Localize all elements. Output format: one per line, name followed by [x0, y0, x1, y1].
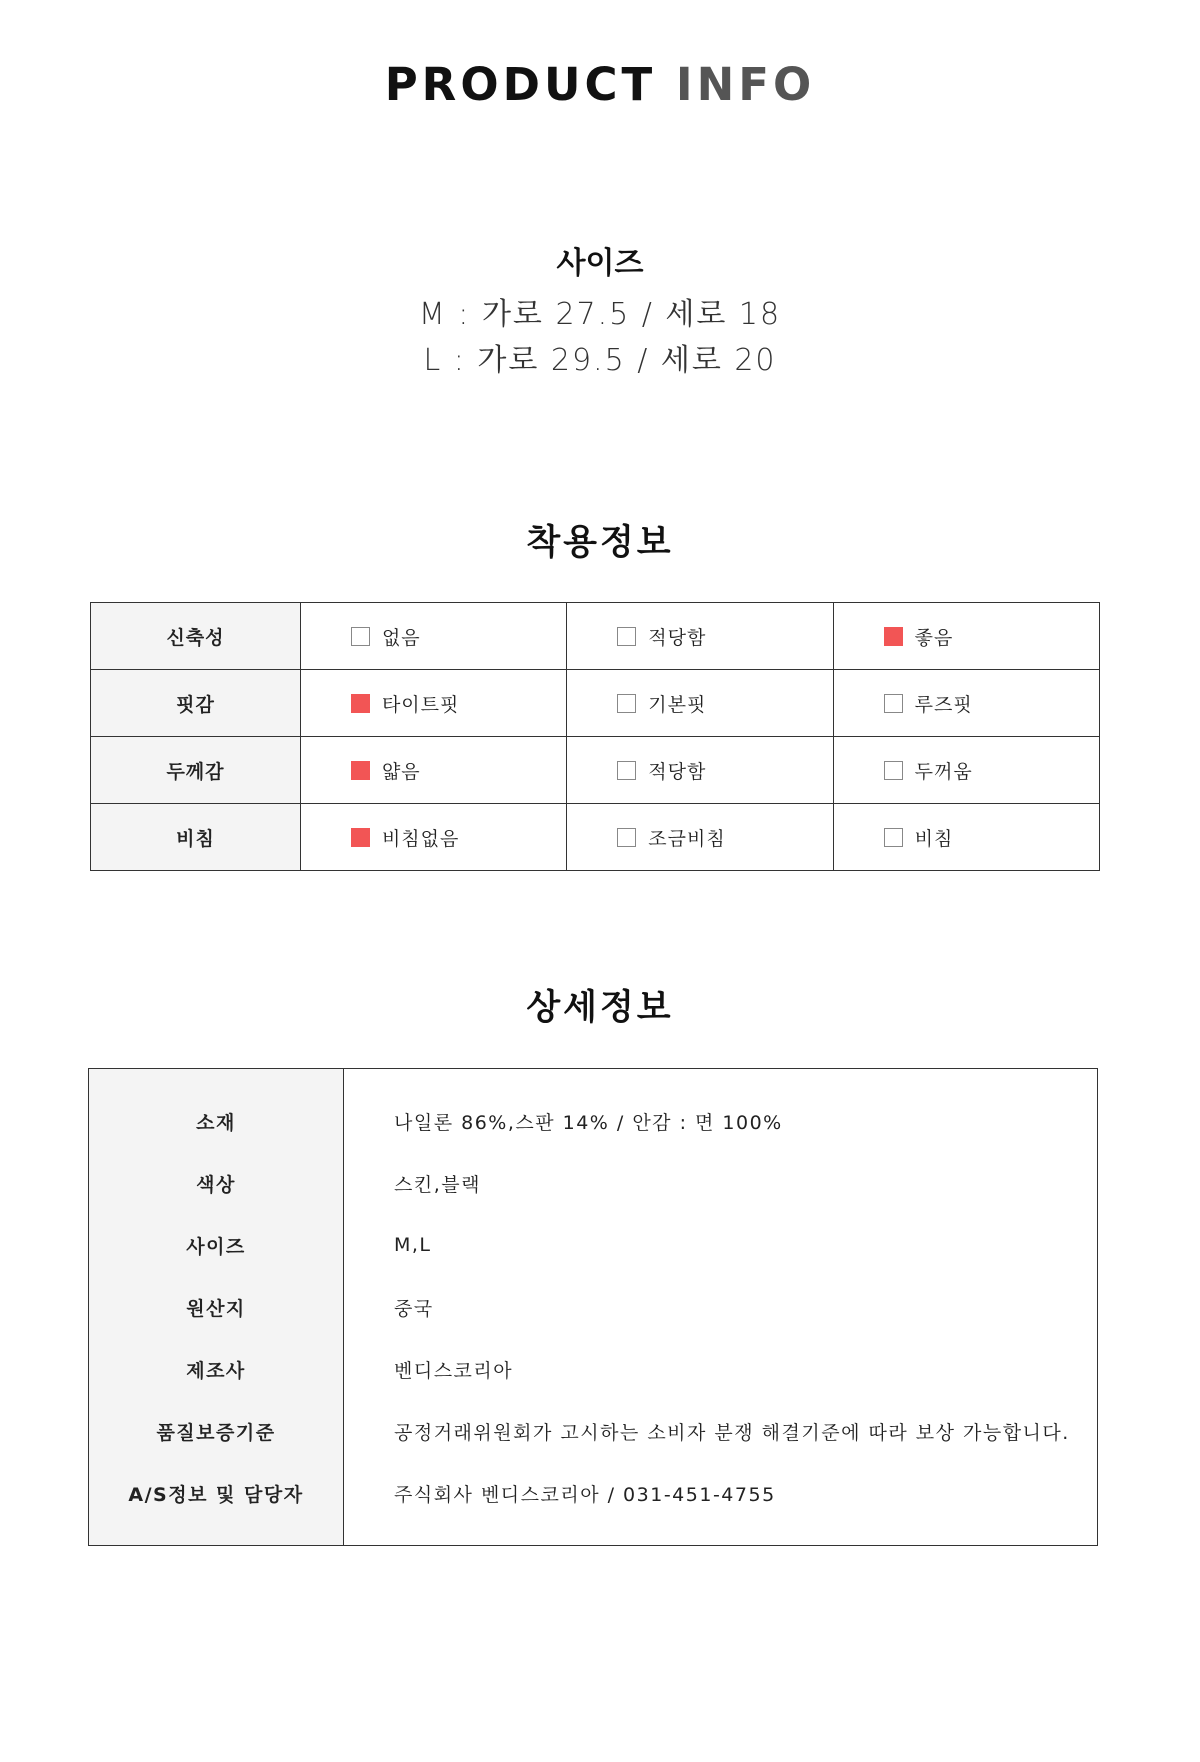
wear-option-label: 좋음 [914, 626, 954, 649]
wear-option-label: 없음 [381, 626, 421, 649]
detail-row-label: 사이즈 [89, 1214, 344, 1276]
detail-row [89, 1214, 1098, 1276]
detail-info-table [88, 1068, 1098, 1546]
wear-option-label: 적당함 [648, 760, 707, 783]
size-section [0, 238, 1200, 384]
detail-row [89, 1462, 1098, 1546]
detail-row-value: 중국 [394, 1297, 434, 1320]
wear-option [567, 603, 833, 670]
wear-option [567, 804, 833, 871]
wear-row [91, 737, 1100, 804]
wear-option-label: 타이트핏 [381, 693, 460, 716]
detail-row-label: 품질보증기준 [89, 1400, 344, 1462]
wear-option [300, 804, 566, 871]
size-line-m: M : 가로 27.5 / 세로 18 [418, 297, 782, 332]
wear-row-label: 두께감 [91, 737, 301, 804]
wear-option-label: 비침 [914, 827, 954, 850]
detail-row-value: 공정거래위원회가 고시하는 소비자 분쟁 해결기준에 따라 보상 가능합니다. [394, 1421, 1070, 1444]
wear-row [91, 603, 1100, 670]
detail-row-value: 주식회사 벤디스코리아 / 031-451-4755 [394, 1483, 776, 1506]
detail-row-value: 나일론 86%,스판 14% / 안감 : 면 100% [394, 1111, 783, 1134]
checkbox-unchecked [617, 627, 636, 646]
wear-row-label: 비침 [91, 804, 301, 871]
checkbox-unchecked [884, 694, 903, 713]
checkbox-unchecked [351, 627, 370, 646]
wear-option-label: 얇음 [381, 760, 421, 783]
checkbox-checked [351, 694, 370, 713]
detail-info-title: 상세정보 [526, 988, 674, 1028]
detail-row-label: 색상 [89, 1152, 344, 1214]
detail-row [89, 1276, 1098, 1338]
wear-option [300, 737, 566, 804]
size-line-l: L : 가로 29.5 / 세로 20 [423, 343, 777, 378]
wear-row [91, 670, 1100, 737]
checkbox-unchecked [617, 694, 636, 713]
wear-row-label: 핏감 [91, 670, 301, 737]
wear-row [91, 804, 1100, 871]
checkbox-checked [884, 627, 903, 646]
wear-option-label: 적당함 [648, 626, 707, 649]
checkbox-unchecked [617, 828, 636, 847]
wear-option [567, 737, 833, 804]
wear-info-table [90, 602, 1100, 871]
wear-option [833, 804, 1099, 871]
detail-row [89, 1069, 1098, 1153]
wear-option [833, 670, 1099, 737]
checkbox-unchecked [884, 761, 903, 780]
wear-option-label: 비침없음 [381, 827, 460, 850]
wear-option [833, 603, 1099, 670]
detail-row [89, 1338, 1098, 1400]
detail-row-value: M,L [394, 1234, 432, 1256]
wear-option-label: 두꺼움 [914, 760, 973, 783]
wear-option-label: 루즈핏 [914, 693, 973, 716]
detail-row-label: 원산지 [89, 1276, 344, 1338]
checkbox-unchecked [617, 761, 636, 780]
detail-row-label: 소재 [89, 1069, 344, 1153]
wear-option-label: 기본핏 [648, 693, 707, 716]
detail-row [89, 1152, 1098, 1214]
wear-option [833, 737, 1099, 804]
wear-option-label: 조금비침 [648, 827, 726, 850]
detail-row-label: A/S정보 및 담당자 [89, 1462, 344, 1546]
detail-row [89, 1400, 1098, 1462]
size-heading: 사이즈 [556, 246, 644, 281]
wear-info-title: 착용정보 [526, 523, 674, 563]
checkbox-checked [351, 761, 370, 780]
wear-option [300, 670, 566, 737]
wear-row-label: 신축성 [91, 603, 301, 670]
wear-option [300, 603, 566, 670]
detail-row-value: 벤디스코리아 [394, 1359, 514, 1382]
detail-row-label: 제조사 [89, 1338, 344, 1400]
checkbox-unchecked [884, 828, 903, 847]
title-info: INFO [675, 58, 816, 111]
page-title [0, 58, 1200, 111]
title-product: PRODUCT [384, 58, 676, 111]
detail-row-value: 스킨,블랙 [394, 1173, 481, 1196]
checkbox-checked [351, 828, 370, 847]
wear-option [567, 670, 833, 737]
